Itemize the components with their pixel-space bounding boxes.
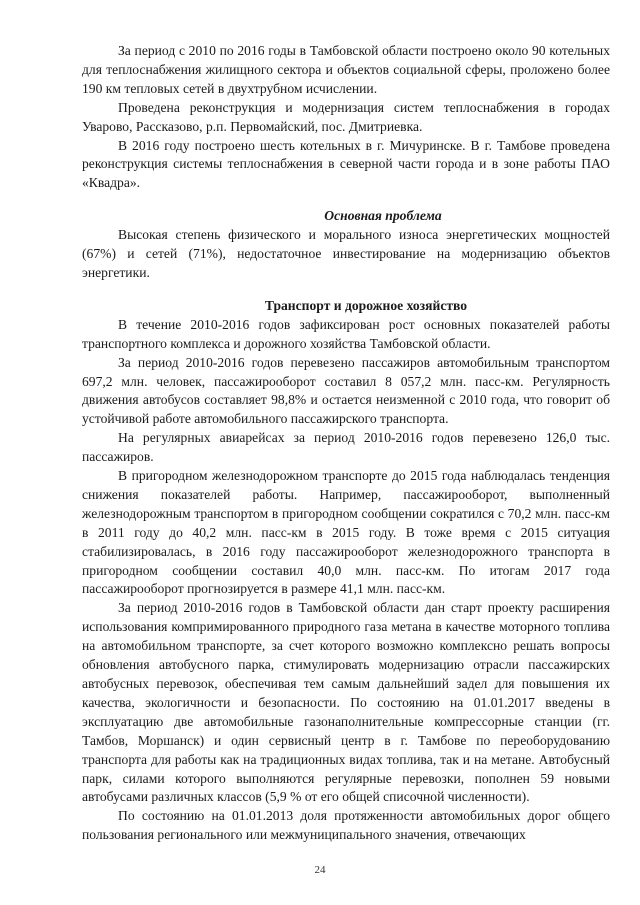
paragraph-reconstruction-cities: Проведена реконструкция и модернизация систем теплоснабжения в городах Уварово, Рассказово, р.п. Первомайский, пос. Дмитриевка. — [82, 99, 610, 134]
section-title-transport: Транспорт и дорожное хозяйство — [264, 297, 468, 313]
paragraph-roads-share: По состоянию на 01.01.2013 доля протяженности автомобильных дорог общего пользования регионального или межмуниципального значения, отвечающих — [82, 808, 610, 843]
paragraph-michurinsk-tambov: В 2016 году построено шесть котельных в г. Мичуринске. В г. Тамбове проведена реконструкция системы теплоснабжения в северной части города и в зоне работы ПАО «Квадра». — [82, 137, 610, 191]
paragraph-road-transport: За период 2010-2016 годов перевезено пассажиров автомобильным транспортом 697,2 млн. человек, пассажирооборот составил 8 057,2 млн. пасс-км. Регулярность движения автобусов составляет 98,8% и остается неизменной с 2010 года, что говорит об устойчивой работе автомобильного пассажирского транспорта. — [82, 354, 610, 427]
document-page — [82, 42, 610, 845]
spacer — [82, 193, 610, 207]
paragraph-main-problem: Высокая степень физического и морального износа энергетических мощностей (67%) и сетей (71%), недостаточное инвестирование на модернизацию объектов энергетики. — [82, 227, 610, 280]
paragraph-methane-project: За период 2010-2016 годов в Тамбовской области дан старт проекту расширения использования компримированного природного газа метана в качестве моторного топлива на автомобильном транспорте, за счет которого возможно комплексно решать вопросы обновления автобусного парка, стимулировать модернизацию отрасли пассажирских автобусных перевозок, обеспечивая тем самым дальнейший задел для повышения их качества, экологичности и безопасности. По состоянию на 01.01.2017 введены в эксплуатацию две автомобильные газонаполнительные компрессорные станции (гг. Тамбов, Моршанск) и один сервисный центр в г. Тамбове по переоборудованию транспорта для работы как на традиционных видах топлива, так и на метане. Автобусный парк, силами которого выполняются регулярные перевозки, пополнен 59 новыми автобусами различных классов (5,9 % от его общей списочной численности). — [82, 600, 610, 805]
spacer — [82, 283, 610, 297]
paragraph-transport-growth: В течение 2010-2016 годов зафиксирован рост основных показателей работы транспортного комплекса и дорожного хозяйства Тамбовской области. — [82, 316, 610, 351]
page-number: 24 — [314, 864, 326, 876]
paragraph-rail-transport: В пригородном железнодорожном транспорте до 2015 года наблюдалась тенденция снижения показателей работы. Например, пассажирооборот, выполненный железнодорожным транспортом в пригородном сообщении сократился с 70,2 млн. пасс-км в 2011 году до 40,2 млн. пасс-км в 2015 году. В тоже время с 2015 ситуация стабилизировалась, в 2016 году пассажирооборот железнодорожного транспорта в пригородном сообщении составил 40,0 млн. пасс-км. По итогам 2017 года пассажирооборот прогнозируется в размере 41,1 млн. пасс-км. — [82, 468, 610, 597]
section-title-main-problem: Основная проблема — [324, 208, 442, 224]
paragraph-air-transport: На регулярных авиарейсах за период 2010-2016 годов перевезено 126,0 тыс. пассажиров. — [82, 430, 610, 465]
paragraph-boilers-built: За период с 2010 по 2016 годы в Тамбовской области построено около 90 котельных для теплоснабжения жилищного сектора и объектов социальной сферы, проложено более 190 км тепловых сетей в двухтрубном исчислении. — [82, 43, 610, 96]
